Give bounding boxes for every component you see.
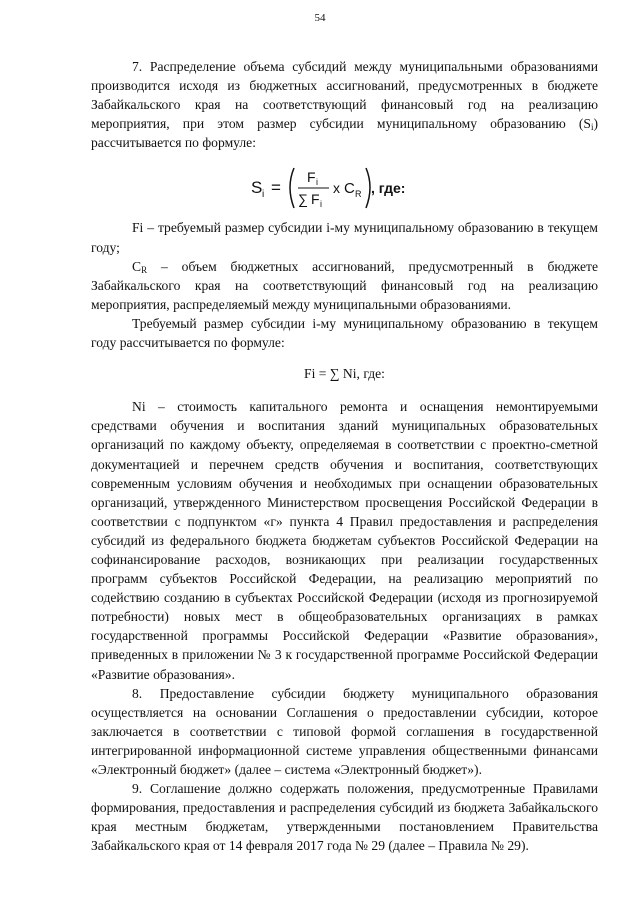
paragraph-9: 9. Соглашение должно содержать положения, предусмотренные Правилами формирования, предоставления и распределения субсидий из бюджета Забайкальского края местным бюджетам, утвержденными постановлением Правительства Забайкальского края от 14 февраля 2017 года № 29 (далее – Правила № 29). [91,781,598,854]
formula-tail: , где: [371,180,406,197]
paragraph-7 [91,57,598,152]
fi-intro: Требуемый размер субсидии i-му муниципальному образованию в текущем году рассчитывается по формуле: [91,315,598,351]
document-body [91,57,598,855]
formula-right-paren [366,168,370,208]
cr-definition-text: – объем бюджетных ассигнований, предусмотренный в бюджете Забайкальского края на соответствующий финансовый год на реализацию мероприятия, распределяемый между муниципальными образованиями. [91,258,598,312]
fi-formula: Fi = ∑ Ni, где: [304,366,385,382]
subsidy-formula [249,162,449,212]
formula-eq: = [271,178,281,198]
cr-symbol: C [132,258,142,274]
paragraph-7-subscript: i [590,122,594,133]
formula-left-paren [290,168,294,208]
formula-den-sigma: ∑ [298,191,308,208]
formula-den-sub: i [320,199,322,210]
formula-lhs: S [251,178,263,198]
page-number: 54 [314,12,326,24]
formula-c: C [344,180,355,198]
formula-c-sub: R [355,189,362,200]
formula-num-sub: i [316,177,318,188]
ni-definition: Ni – стоимость капитального ремонта и оснащения немонтируемыми средствами обучения и воспитания зданий муниципальных образовательных организаций по каждому объекту, определяемая в соответствии с проектно-сметной документацией и перечнем средств обучения и воспитания, соответствующих современным условиям обучения и необходимых при оснащении образовательных организаций, утвержденного Министерством просвещения Российской Федерации в соответствии с подпунктом «г» пункта 4 Правил предоставления и распределения субсидий из федерального бюджета бюджетам субъектов Российской Федерации на софинансирование расходов, возникающих при реализации государственных программ субъектов Российской Федерации, на реализацию мероприятий по содействию созданию в субъектах Российской Федерации (исходя из прогнозируемой потребности) новых мест в общеобразовательных организациях в рамках государственной программы Российской Федерации «Развитие образования», приведенных в приложении № 3 к государственной программе Российской Федерации «Развитие образования». [91,399,598,682]
cr-definition [91,257,598,314]
paragraph-7-text-b: ) рассчитывается по формуле: [91,116,598,151]
formula-mult: x [333,180,340,197]
formula-den: F [311,191,320,208]
formula-lhs-sub: i [262,189,265,201]
formula-num: F [307,169,316,186]
paragraph-8: 8. Предоставление субсидии бюджету муниципального образования осуществляется на основании Соглашения о предоставлении субсидии, которое заключается в соответствии с типовой формой соглашения в государственной интегрированной информационной системе управления общественными финансами «Электронный бюджет» (далее – система «Электронный бюджет»). [91,685,598,777]
paragraph-7-text-a: 7. Распределение объема субсидий между муниципальными образованиями производится исходя из бюджетных ассигнований, предусмотренных в бюджете Забайкальского края на соответствующий финансовый год на реализацию мероприятия, при этом размер субсидии муниципальному образованию (S [91,59,598,132]
cr-subscript: R [141,264,148,275]
fi-definition: Fi – требуемый размер субсидии i-му муниципальному образованию в текущем году; [91,220,598,255]
